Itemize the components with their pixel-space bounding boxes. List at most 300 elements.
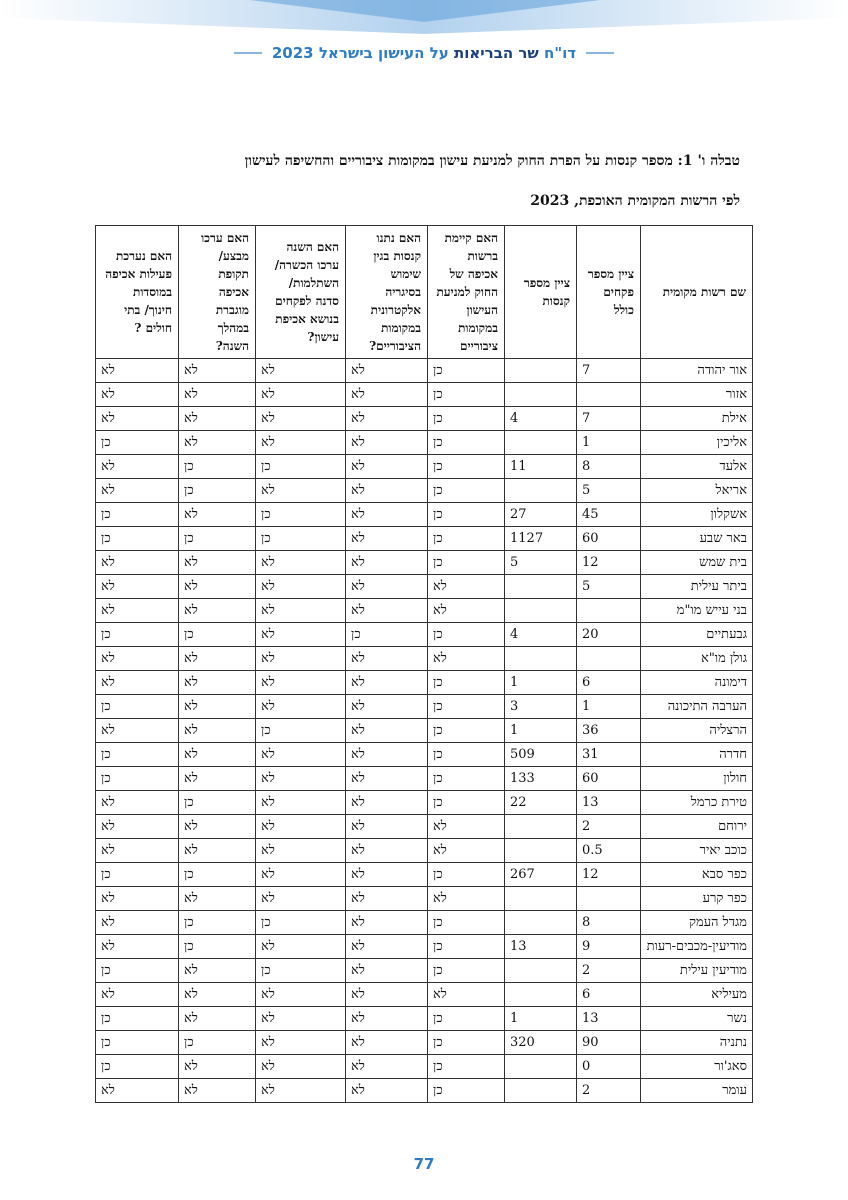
enforcement-exists-cell: כן bbox=[428, 359, 505, 383]
fines-count-cell bbox=[505, 647, 577, 671]
fines-count-cell: 5 bbox=[505, 551, 577, 575]
enforcement-exists-cell: לא bbox=[428, 887, 505, 911]
training-held-cell: כן bbox=[256, 911, 346, 935]
training-held-cell: לא bbox=[256, 743, 346, 767]
col-header: האם ערכו מבצע/ תקופת אכיפה מוגברת במהלך השנה? bbox=[179, 226, 256, 359]
institution-enforcement-cell: כן bbox=[96, 863, 179, 887]
enforcement-campaign-cell: לא bbox=[179, 647, 256, 671]
training-held-cell: לא bbox=[256, 359, 346, 383]
table-row bbox=[96, 503, 753, 527]
table-row bbox=[96, 767, 753, 791]
institution-enforcement-cell: כן bbox=[96, 695, 179, 719]
authority-name-cell: אור יהודה bbox=[641, 359, 753, 383]
enforcement-exists-cell: לא bbox=[428, 575, 505, 599]
fines-count-cell bbox=[505, 599, 577, 623]
col-header: האם השנה ערכו הכשרה/ השתלמות/ סדנה לפקחים בנושא אכיפת עישון? bbox=[256, 226, 346, 359]
authority-name-cell: ביתר עילית bbox=[641, 575, 753, 599]
fines-count-cell: 4 bbox=[505, 407, 577, 431]
inspectors-count-cell: 90 bbox=[577, 1031, 641, 1055]
table-row bbox=[96, 959, 753, 983]
ecig-fines-cell: לא bbox=[346, 839, 428, 863]
institution-enforcement-cell: כן bbox=[96, 1055, 179, 1079]
ecig-fines-cell: לא bbox=[346, 359, 428, 383]
enforcement-exists-cell: לא bbox=[428, 983, 505, 1007]
training-held-cell: לא bbox=[256, 1079, 346, 1103]
table-row bbox=[96, 1079, 753, 1103]
authority-name-cell: חדרה bbox=[641, 743, 753, 767]
enforcement-exists-cell: כן bbox=[428, 767, 505, 791]
ecig-fines-cell: לא bbox=[346, 551, 428, 575]
enforcement-table bbox=[95, 225, 753, 1103]
institution-enforcement-cell: כן bbox=[96, 959, 179, 983]
enforcement-campaign-cell: לא bbox=[179, 575, 256, 599]
inspectors-count-cell: 45 bbox=[577, 503, 641, 527]
ecig-fines-cell: לא bbox=[346, 1007, 428, 1031]
inspectors-count-cell: 20 bbox=[577, 623, 641, 647]
enforcement-exists-cell: כן bbox=[428, 527, 505, 551]
ecig-fines-cell: לא bbox=[346, 671, 428, 695]
fines-count-cell: 1127 bbox=[505, 527, 577, 551]
ecig-fines-cell: לא bbox=[346, 407, 428, 431]
enforcement-exists-cell: כן bbox=[428, 671, 505, 695]
table-row bbox=[96, 887, 753, 911]
fines-count-cell: 11 bbox=[505, 455, 577, 479]
enforcement-campaign-cell: כן bbox=[179, 863, 256, 887]
table-row bbox=[96, 1031, 753, 1055]
institution-enforcement-cell: כן bbox=[96, 503, 179, 527]
fines-count-cell bbox=[505, 959, 577, 983]
ecig-fines-cell: לא bbox=[346, 647, 428, 671]
enforcement-campaign-cell: לא bbox=[179, 1055, 256, 1079]
institution-enforcement-cell: לא bbox=[96, 671, 179, 695]
enforcement-campaign-cell: כן bbox=[179, 623, 256, 647]
inspectors-count-cell: 7 bbox=[577, 407, 641, 431]
authority-name-cell: אלעד bbox=[641, 455, 753, 479]
ecig-fines-cell: לא bbox=[346, 503, 428, 527]
ecig-fines-cell: לא bbox=[346, 1031, 428, 1055]
institution-enforcement-cell: לא bbox=[96, 791, 179, 815]
ecig-fines-cell: לא bbox=[346, 911, 428, 935]
training-held-cell: לא bbox=[256, 863, 346, 887]
authority-name-cell: באר שבע bbox=[641, 527, 753, 551]
fines-count-cell bbox=[505, 887, 577, 911]
enforcement-campaign-cell: לא bbox=[179, 359, 256, 383]
institution-enforcement-cell: לא bbox=[96, 815, 179, 839]
table-row bbox=[96, 575, 753, 599]
inspectors-count-cell bbox=[577, 887, 641, 911]
enforcement-campaign-cell: לא bbox=[179, 599, 256, 623]
institution-enforcement-cell: לא bbox=[96, 839, 179, 863]
training-held-cell: לא bbox=[256, 647, 346, 671]
header-title-part1: דו"ח bbox=[544, 44, 577, 62]
training-held-cell: לא bbox=[256, 383, 346, 407]
fines-count-cell bbox=[505, 431, 577, 455]
table-row bbox=[96, 455, 753, 479]
col-header: ציין מספר פקחים כולל bbox=[577, 226, 641, 359]
institution-enforcement-cell: לא bbox=[96, 455, 179, 479]
table-row bbox=[96, 383, 753, 407]
col-header: האם נתנו קנסות בגין שימוש בסיגריה אלקטרונית במקומות הציבוריים? bbox=[346, 226, 428, 359]
enforcement-campaign-cell: לא bbox=[179, 743, 256, 767]
enforcement-campaign-cell: לא bbox=[179, 1079, 256, 1103]
authority-name-cell: גבעתיים bbox=[641, 623, 753, 647]
enforcement-exists-cell: כן bbox=[428, 791, 505, 815]
inspectors-count-cell: 60 bbox=[577, 527, 641, 551]
inspectors-count-cell: 9 bbox=[577, 935, 641, 959]
authority-name-cell: נתניה bbox=[641, 1031, 753, 1055]
training-held-cell: לא bbox=[256, 479, 346, 503]
fines-count-cell: 3 bbox=[505, 695, 577, 719]
inspectors-count-cell: 13 bbox=[577, 791, 641, 815]
fines-count-cell bbox=[505, 383, 577, 407]
institution-enforcement-cell: לא bbox=[96, 887, 179, 911]
table-row bbox=[96, 815, 753, 839]
table-row bbox=[96, 1007, 753, 1031]
table-caption-line1: טבלה ו' 1: מספר קנסות על הפרת החוק למניעת עישון במקומות ציבוריים והחשיפה לעישון bbox=[244, 153, 740, 169]
enforcement-campaign-cell: לא bbox=[179, 503, 256, 527]
institution-enforcement-cell: כן bbox=[96, 623, 179, 647]
training-held-cell: כן bbox=[256, 527, 346, 551]
institution-enforcement-cell: לא bbox=[96, 479, 179, 503]
inspectors-count-cell: 0 bbox=[577, 1055, 641, 1079]
training-held-cell: לא bbox=[256, 599, 346, 623]
enforcement-campaign-cell: לא bbox=[179, 671, 256, 695]
training-held-cell: לא bbox=[256, 839, 346, 863]
enforcement-exists-cell: כן bbox=[428, 935, 505, 959]
table-row bbox=[96, 1055, 753, 1079]
header-rule-right bbox=[586, 52, 614, 54]
inspectors-count-cell: 13 bbox=[577, 1007, 641, 1031]
enforcement-campaign-cell: כן bbox=[179, 911, 256, 935]
enforcement-campaign-cell: לא bbox=[179, 815, 256, 839]
header-title bbox=[272, 44, 576, 62]
enforcement-exists-cell: לא bbox=[428, 647, 505, 671]
ecig-fines-cell: לא bbox=[346, 743, 428, 767]
authority-name-cell: הרצליה bbox=[641, 719, 753, 743]
authority-name-cell: טירת כרמל bbox=[641, 791, 753, 815]
fines-count-cell: 509 bbox=[505, 743, 577, 767]
authority-name-cell: אשקלון bbox=[641, 503, 753, 527]
inspectors-count-cell: 36 bbox=[577, 719, 641, 743]
institution-enforcement-cell: לא bbox=[96, 935, 179, 959]
table-caption-line2: לפי הרשות המקומית האוכפת, 2023 bbox=[530, 193, 740, 209]
institution-enforcement-cell: כן bbox=[96, 1031, 179, 1055]
training-held-cell: לא bbox=[256, 407, 346, 431]
training-held-cell: כן bbox=[256, 719, 346, 743]
inspectors-count-cell: 2 bbox=[577, 959, 641, 983]
authority-name-cell: נשר bbox=[641, 1007, 753, 1031]
ecig-fines-cell: כן bbox=[346, 623, 428, 647]
enforcement-exists-cell: כן bbox=[428, 719, 505, 743]
training-held-cell: לא bbox=[256, 431, 346, 455]
enforcement-exists-cell: כן bbox=[428, 623, 505, 647]
enforcement-campaign-cell: לא bbox=[179, 695, 256, 719]
authority-name-cell: מודיעין עילית bbox=[641, 959, 753, 983]
table-row bbox=[96, 935, 753, 959]
enforcement-exists-cell: כן bbox=[428, 383, 505, 407]
header-rule-left bbox=[234, 52, 262, 54]
authority-name-cell: גולן מו"א bbox=[641, 647, 753, 671]
fines-count-cell bbox=[505, 983, 577, 1007]
fines-count-cell: 267 bbox=[505, 863, 577, 887]
header-title-part2: שר הבריאות bbox=[453, 44, 539, 62]
institution-enforcement-cell: לא bbox=[96, 911, 179, 935]
enforcement-exists-cell: כן bbox=[428, 551, 505, 575]
authority-name-cell: אריאל bbox=[641, 479, 753, 503]
ecig-fines-cell: לא bbox=[346, 431, 428, 455]
fines-count-cell: 13 bbox=[505, 935, 577, 959]
training-held-cell: לא bbox=[256, 983, 346, 1007]
training-held-cell: לא bbox=[256, 1031, 346, 1055]
institution-enforcement-cell: לא bbox=[96, 599, 179, 623]
table-header-row bbox=[96, 226, 753, 359]
table-row bbox=[96, 647, 753, 671]
fines-count-cell: 133 bbox=[505, 767, 577, 791]
authority-name-cell: בית שמש bbox=[641, 551, 753, 575]
training-held-cell: לא bbox=[256, 815, 346, 839]
inspectors-count-cell: 60 bbox=[577, 767, 641, 791]
ecig-fines-cell: לא bbox=[346, 575, 428, 599]
table-row bbox=[96, 527, 753, 551]
ecig-fines-cell: לא bbox=[346, 791, 428, 815]
enforcement-exists-cell: כן bbox=[428, 1055, 505, 1079]
table-row bbox=[96, 623, 753, 647]
training-held-cell: לא bbox=[256, 767, 346, 791]
authority-name-cell: כפר סבא bbox=[641, 863, 753, 887]
enforcement-campaign-cell: לא bbox=[179, 383, 256, 407]
fines-count-cell bbox=[505, 911, 577, 935]
ecig-fines-cell: לא bbox=[346, 959, 428, 983]
enforcement-exists-cell: כן bbox=[428, 407, 505, 431]
inspectors-count-cell: 5 bbox=[577, 479, 641, 503]
enforcement-campaign-cell: לא bbox=[179, 887, 256, 911]
fines-count-cell: 1 bbox=[505, 1007, 577, 1031]
table-row bbox=[96, 359, 753, 383]
training-held-cell: כן bbox=[256, 959, 346, 983]
training-held-cell: לא bbox=[256, 1055, 346, 1079]
ecig-fines-cell: לא bbox=[346, 983, 428, 1007]
inspectors-count-cell: 8 bbox=[577, 911, 641, 935]
col-header: האם קיימת ברשות אכיפה של החוק למניעת העישון במקומות ציבוריים bbox=[428, 226, 505, 359]
institution-enforcement-cell: כן bbox=[96, 527, 179, 551]
enforcement-campaign-cell: כן bbox=[179, 1031, 256, 1055]
col-header: שם רשות מקומית bbox=[641, 226, 753, 359]
enforcement-campaign-cell: לא bbox=[179, 983, 256, 1007]
training-held-cell: כן bbox=[256, 455, 346, 479]
table-row bbox=[96, 599, 753, 623]
enforcement-exists-cell: כן bbox=[428, 911, 505, 935]
enforcement-exists-cell: כן bbox=[428, 863, 505, 887]
inspectors-count-cell: 6 bbox=[577, 983, 641, 1007]
inspectors-count-cell: 1 bbox=[577, 431, 641, 455]
training-held-cell: לא bbox=[256, 887, 346, 911]
ecig-fines-cell: לא bbox=[346, 695, 428, 719]
page-number: 77 bbox=[413, 1155, 435, 1173]
authority-name-cell: סאג'ור bbox=[641, 1055, 753, 1079]
institution-enforcement-cell: לא bbox=[96, 983, 179, 1007]
ecig-fines-cell: לא bbox=[346, 1079, 428, 1103]
enforcement-campaign-cell: לא bbox=[179, 959, 256, 983]
ecig-fines-cell: לא bbox=[346, 863, 428, 887]
institution-enforcement-cell: כן bbox=[96, 1007, 179, 1031]
ecig-fines-cell: לא bbox=[346, 455, 428, 479]
inspectors-count-cell: 2 bbox=[577, 1079, 641, 1103]
table-row bbox=[96, 695, 753, 719]
ecig-fines-cell: לא bbox=[346, 599, 428, 623]
enforcement-exists-cell: כן bbox=[428, 743, 505, 767]
fines-count-cell: 1 bbox=[505, 719, 577, 743]
enforcement-exists-cell: לא bbox=[428, 599, 505, 623]
enforcement-campaign-cell: כן bbox=[179, 527, 256, 551]
institution-enforcement-cell: לא bbox=[96, 647, 179, 671]
fines-count-cell: 320 bbox=[505, 1031, 577, 1055]
fines-count-cell: 4 bbox=[505, 623, 577, 647]
enforcement-exists-cell: כן bbox=[428, 503, 505, 527]
enforcement-campaign-cell: לא bbox=[179, 1007, 256, 1031]
fines-count-cell: 27 bbox=[505, 503, 577, 527]
table-row bbox=[96, 863, 753, 887]
enforcement-exists-cell: כן bbox=[428, 1031, 505, 1055]
authority-name-cell: אזור bbox=[641, 383, 753, 407]
inspectors-count-cell bbox=[577, 647, 641, 671]
inspectors-count-cell: 5 bbox=[577, 575, 641, 599]
training-held-cell: לא bbox=[256, 791, 346, 815]
institution-enforcement-cell: לא bbox=[96, 1079, 179, 1103]
training-held-cell: לא bbox=[256, 551, 346, 575]
authority-name-cell: כוכב יאיר bbox=[641, 839, 753, 863]
enforcement-exists-cell: לא bbox=[428, 815, 505, 839]
authority-name-cell: מודיעין-מכבים-רעות bbox=[641, 935, 753, 959]
ecig-fines-cell: לא bbox=[346, 1055, 428, 1079]
authority-name-cell: אילת bbox=[641, 407, 753, 431]
fines-count-cell: 1 bbox=[505, 671, 577, 695]
training-held-cell: לא bbox=[256, 1007, 346, 1031]
ecig-fines-cell: לא bbox=[346, 767, 428, 791]
table-row bbox=[96, 671, 753, 695]
institution-enforcement-cell: כן bbox=[96, 767, 179, 791]
running-header bbox=[0, 44, 848, 62]
enforcement-campaign-cell: לא bbox=[179, 719, 256, 743]
fines-count-cell bbox=[505, 575, 577, 599]
authority-name-cell: עומר bbox=[641, 1079, 753, 1103]
authority-name-cell: חולון bbox=[641, 767, 753, 791]
inspectors-count-cell bbox=[577, 599, 641, 623]
table-body bbox=[96, 359, 753, 1103]
enforcement-campaign-cell: לא bbox=[179, 431, 256, 455]
table-row bbox=[96, 983, 753, 1007]
enforcement-exists-cell: כן bbox=[428, 959, 505, 983]
enforcement-exists-cell: לא bbox=[428, 839, 505, 863]
fines-count-cell bbox=[505, 1079, 577, 1103]
institution-enforcement-cell: כן bbox=[96, 743, 179, 767]
table-row bbox=[96, 839, 753, 863]
table-row bbox=[96, 791, 753, 815]
enforcement-campaign-cell: כן bbox=[179, 479, 256, 503]
authority-name-cell: ירוחם bbox=[641, 815, 753, 839]
institution-enforcement-cell: לא bbox=[96, 359, 179, 383]
table-row bbox=[96, 911, 753, 935]
fines-count-cell bbox=[505, 1055, 577, 1079]
authority-name-cell: כפר קרע bbox=[641, 887, 753, 911]
table-row bbox=[96, 551, 753, 575]
enforcement-campaign-cell: כן bbox=[179, 455, 256, 479]
fines-count-cell bbox=[505, 479, 577, 503]
ecig-fines-cell: לא bbox=[346, 935, 428, 959]
enforcement-campaign-cell: כן bbox=[179, 791, 256, 815]
ecig-fines-cell: לא bbox=[346, 479, 428, 503]
enforcement-campaign-cell: לא bbox=[179, 551, 256, 575]
authority-name-cell: אליכין bbox=[641, 431, 753, 455]
institution-enforcement-cell: כן bbox=[96, 431, 179, 455]
fines-count-cell bbox=[505, 359, 577, 383]
ecig-fines-cell: לא bbox=[346, 887, 428, 911]
enforcement-exists-cell: כן bbox=[428, 695, 505, 719]
fines-count-cell bbox=[505, 815, 577, 839]
ecig-fines-cell: לא bbox=[346, 383, 428, 407]
institution-enforcement-cell: לא bbox=[96, 383, 179, 407]
authority-name-cell: דימונה bbox=[641, 671, 753, 695]
inspectors-count-cell: 6 bbox=[577, 671, 641, 695]
table-row bbox=[96, 719, 753, 743]
col-header: ציין מספר קנסות bbox=[505, 226, 577, 359]
inspectors-count-cell: 2 bbox=[577, 815, 641, 839]
authority-name-cell: מעיליא bbox=[641, 983, 753, 1007]
training-held-cell: לא bbox=[256, 671, 346, 695]
training-held-cell: לא bbox=[256, 575, 346, 599]
authority-name-cell: בני עייש מו"מ bbox=[641, 599, 753, 623]
header-title-part3: על העישון בישראל 2023 bbox=[271, 44, 449, 62]
inspectors-count-cell: 12 bbox=[577, 551, 641, 575]
institution-enforcement-cell: לא bbox=[96, 551, 179, 575]
ecig-fines-cell: לא bbox=[346, 527, 428, 551]
inspectors-count-cell: 8 bbox=[577, 455, 641, 479]
training-held-cell: לא bbox=[256, 935, 346, 959]
table-row bbox=[96, 743, 753, 767]
enforcement-campaign-cell: לא bbox=[179, 839, 256, 863]
inspectors-count-cell: 1 bbox=[577, 695, 641, 719]
institution-enforcement-cell: לא bbox=[96, 719, 179, 743]
fines-count-cell: 22 bbox=[505, 791, 577, 815]
institution-enforcement-cell: לא bbox=[96, 575, 179, 599]
enforcement-exists-cell: כן bbox=[428, 479, 505, 503]
ecig-fines-cell: לא bbox=[346, 719, 428, 743]
inspectors-count-cell: 7 bbox=[577, 359, 641, 383]
institution-enforcement-cell: לא bbox=[96, 407, 179, 431]
enforcement-exists-cell: כן bbox=[428, 455, 505, 479]
col-header: האם נערכת פעילות אכיפה במוסדות חינוך/ בתי חולים ? bbox=[96, 226, 179, 359]
fines-count-cell bbox=[505, 839, 577, 863]
inspectors-count-cell: 12 bbox=[577, 863, 641, 887]
training-held-cell: לא bbox=[256, 695, 346, 719]
enforcement-exists-cell: כן bbox=[428, 1079, 505, 1103]
ecig-fines-cell: לא bbox=[346, 815, 428, 839]
table-row bbox=[96, 479, 753, 503]
enforcement-exists-cell: כן bbox=[428, 431, 505, 455]
enforcement-campaign-cell: לא bbox=[179, 407, 256, 431]
authority-name-cell: הערבה התיכונה bbox=[641, 695, 753, 719]
table-row bbox=[96, 407, 753, 431]
inspectors-count-cell: 0.5 bbox=[577, 839, 641, 863]
enforcement-campaign-cell: לא bbox=[179, 767, 256, 791]
table-row bbox=[96, 431, 753, 455]
training-held-cell: כן bbox=[256, 503, 346, 527]
authority-name-cell: מגדל העמק bbox=[641, 911, 753, 935]
inspectors-count-cell: 31 bbox=[577, 743, 641, 767]
training-held-cell: לא bbox=[256, 623, 346, 647]
enforcement-exists-cell: כן bbox=[428, 1007, 505, 1031]
enforcement-campaign-cell: כן bbox=[179, 935, 256, 959]
inspectors-count-cell bbox=[577, 383, 641, 407]
